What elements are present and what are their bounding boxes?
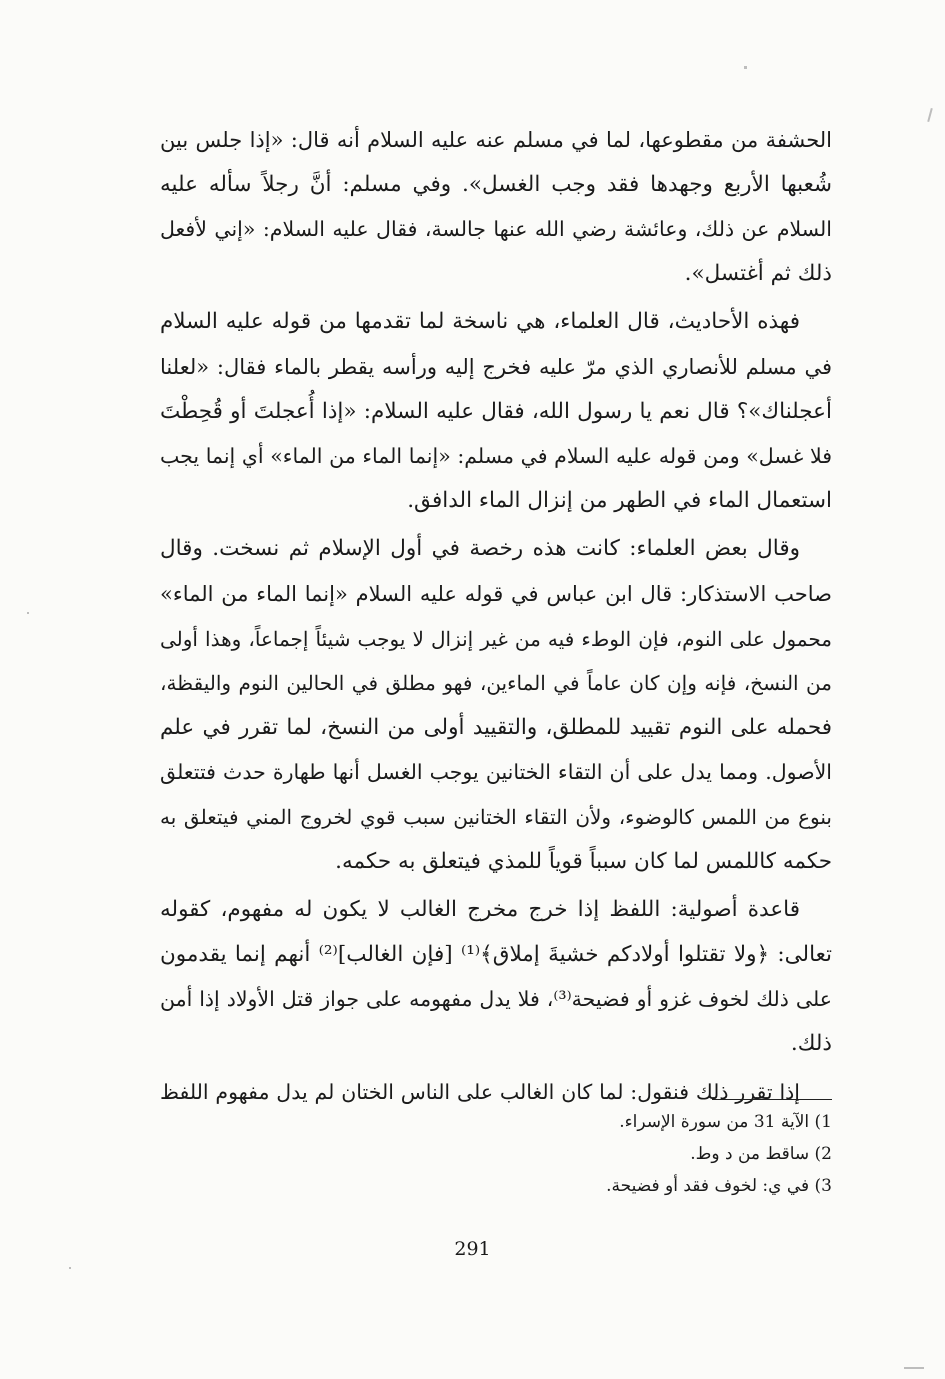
text-line: أعجلناك»؟ قال نعم يا رسول الله، فقال عليه السلام: «إذا أُعجلتَ أو قُحِطْتَ — [160, 398, 832, 424]
text-line: فهذه الأحاديث، قال العلماء، هي ناسخة لما تقدمها من قوله عليه السلام — [160, 309, 800, 335]
text-line: تعالى: ﴿ولا تقتلوا أولادكم خشيةَ إملاق﴾⁽¹⁾ [فإن الغالب]⁽²⁾ أنهم إنما يقدمون — [160, 941, 832, 967]
scan-speck — [927, 108, 933, 122]
paragraph-4 — [160, 888, 832, 1066]
text-line: الأصول. ومما يدل على أن التقاء الختانين يوجب الغسل أنها طهارة حدث فتتعلق — [160, 760, 832, 785]
scan-speck — [27, 612, 29, 614]
text-line: وقال بعض العلماء: كانت هذه رخصة في أول الإسلام ثم نسخت. وقال — [160, 536, 800, 562]
text-line: على ذلك لخوف غزو أو فضيحة⁽³⁾، فلا يدل مفهومه على جواز قتل الأولاد إذا أمن — [160, 987, 832, 1012]
footnotes — [432, 1106, 832, 1202]
text-line: في مسلم للأنصاري الذي مرّ عليه فخرج إليه ورأسه يقطر بالماء فقال: «لعلنا — [160, 354, 832, 379]
text-line: الحشفة من مقطوعها، لما في مسلم عنه عليه السلام أنه قال: «إذا جلس بين — [160, 128, 832, 152]
scan-speck — [744, 66, 747, 69]
text-line: حكمه كاللمس لما كان سبباً قوياً للمذي فيتعلق به حكمه. — [335, 848, 832, 874]
footnote-separator — [712, 1099, 832, 1100]
text-line: محمول على النوم، فإن الوطء فيه من غير إنزال لا يوجب شيئاً إجماعاً، وهذا أولى — [160, 626, 832, 651]
main-text — [160, 118, 832, 1115]
paragraph-3 — [160, 527, 832, 884]
text-line: من النسخ، فإنه وإن كان عاماً في الماءين، فهو مطلق في الحالين النوم واليقظة، — [160, 671, 832, 696]
footnote-2: 2) ساقط من د وط. — [690, 1144, 832, 1164]
page-number: 291 — [454, 1238, 491, 1260]
text-line: السلام عن ذلك، وعائشة رضي الله عنها جالسة، فقال عليه السلام: «إني لأفعل — [160, 217, 832, 242]
text-line: بنوع من اللمس كالوضوء، ولأن التقاء الختانين سبب قوي لخروج المني فيتعلق به — [160, 804, 832, 829]
text-line: صاحب الاستذكار: قال ابن عباس في قوله عليه السلام «إنما الماء من الماء» — [160, 581, 832, 606]
paragraph-1 — [160, 118, 832, 296]
footnote-1: 1) الآية 31 من سورة الإسراء. — [619, 1112, 832, 1132]
text-line: إذا تقرر ذلك فنقول: لما كان الغالب على الناس الختان لم يدل مفهوم اللفظ — [160, 1080, 800, 1105]
scan-speck — [69, 1267, 71, 1269]
paragraph-2 — [160, 300, 832, 523]
scan-speck — [904, 1367, 924, 1369]
text-line: استعمال الماء في الطهر من إنزال الماء الدافق. — [407, 487, 832, 513]
text-line: شُعبها الأربع وجهدها فقد وجب الغسل». وفي مسلم: أنَّ رجلاً سأله عليه — [160, 171, 832, 197]
footnote-3: 3) في ي: لخوف فقد أو فضيحة. — [606, 1176, 832, 1196]
text-line: ذلك ثم أغتسل». — [684, 260, 832, 286]
text-line: ذلك. — [790, 1030, 832, 1056]
text-line: فحمله على النوم تقييد للمطلق، والتقييد أولى من النسخ، لما تقرر في علم — [160, 714, 832, 740]
text-line: فلا غسل» ومن قوله عليه السلام في مسلم: «إنما الماء من الماء» أي إنما يجب — [160, 444, 832, 469]
text-line: قاعدة أصولية: اللفظ إذا خرج مخرج الغالب لا يكون له مفهوم، كقوله — [160, 897, 800, 923]
